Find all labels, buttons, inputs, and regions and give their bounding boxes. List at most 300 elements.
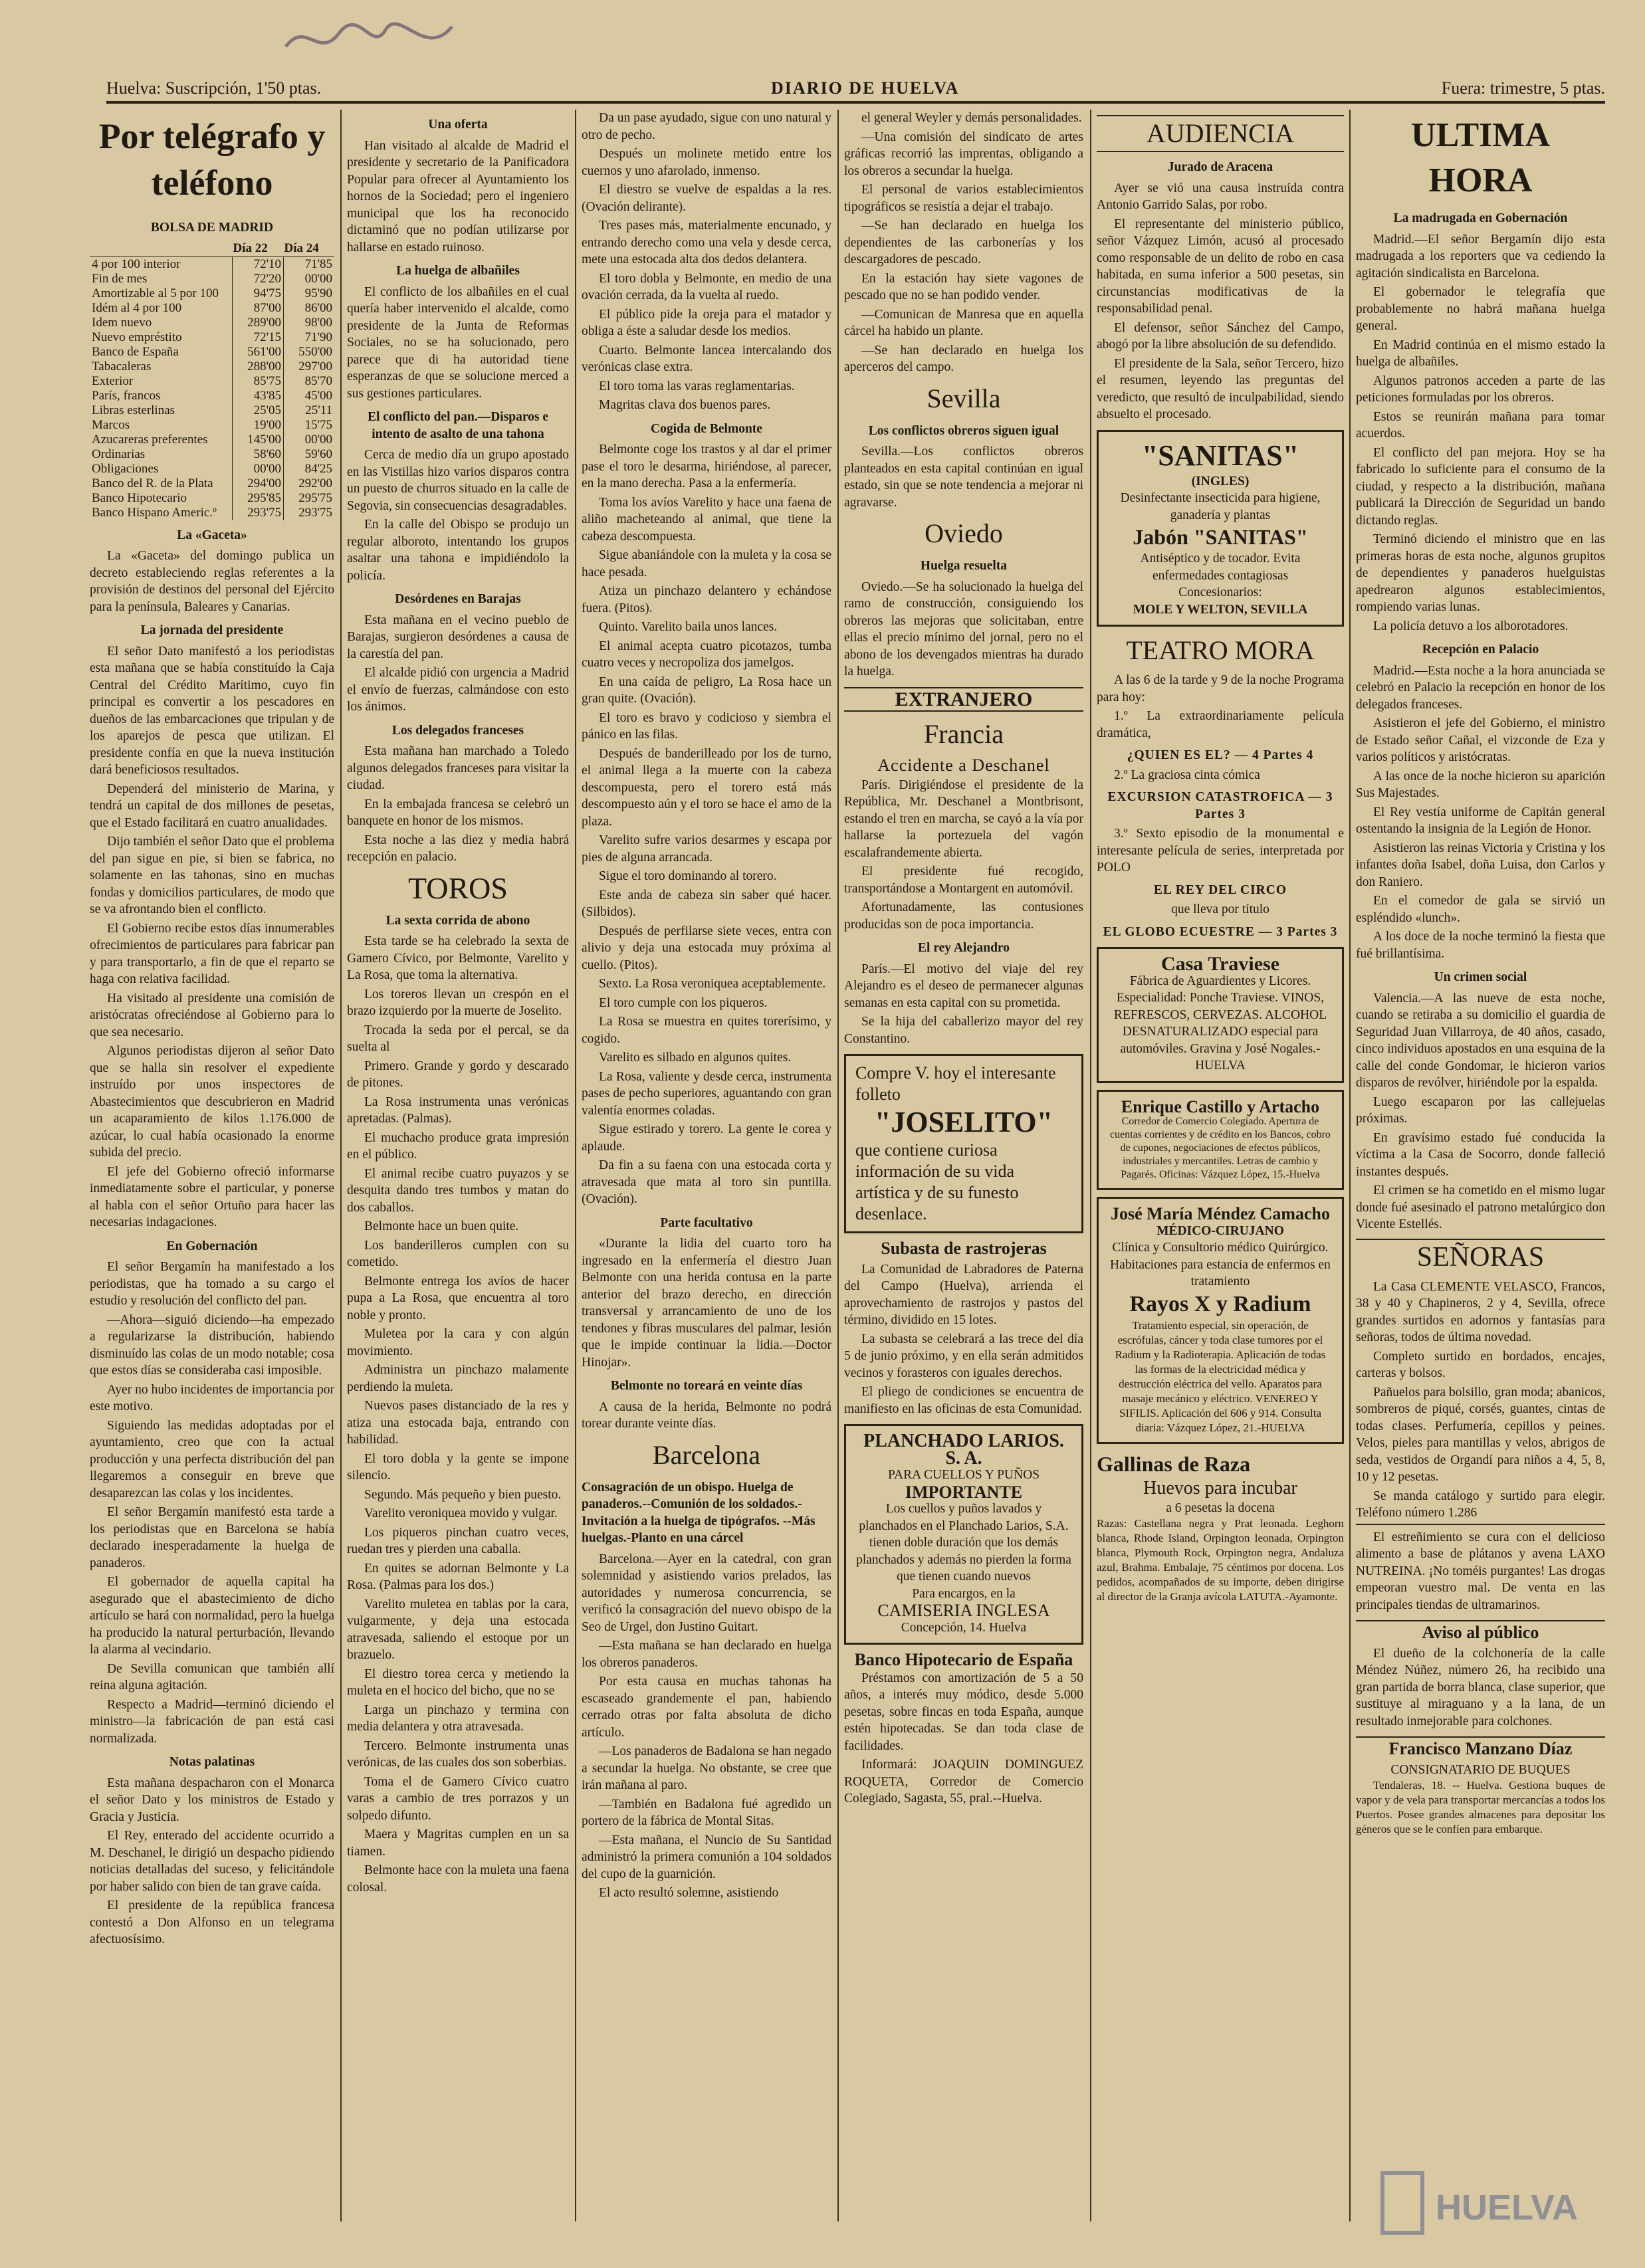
paragraph: A los doce de la noche terminó la fiesta que fué brillantísima. xyxy=(1356,930,1605,961)
paragraph: Pañuelos para bolsillo, gran moda; abanicos, sombreros de piqué, corsés, guantes, cintas de todas clases. Perfumería, cepillos y peines. Velos, pieles para mantillas y velos, abrigos de seda, vestidos de Organdí para niños a 4, 5, 8, 10 y 12 pesetas. xyxy=(1356,1385,1605,1484)
bolsa-price: 59'60 xyxy=(284,447,335,462)
paragraph: Madrid.—El señor Bergamín dijo esta madrugada a los reporters que va cediendo la agitación sindicalista en Barcelona. xyxy=(1356,232,1605,280)
heading-rey: El rey Alejandro xyxy=(918,941,1010,955)
paragraph: Por esta causa en muchas tahonas ha escaseado grandemente el pan, habiendo cerrado otras por falta absoluta de dicho artículo. xyxy=(582,1675,831,1740)
paragraph: En gravísimo estado fué conducida la víctima a la Casa de Socorro, donde falleció instantes después. xyxy=(1356,1130,1605,1179)
paragraph: El muchacho produce grata impresión en el público. xyxy=(347,1130,569,1162)
ad-mendez-clinic: Clínica y Consultorio médico Quirúrgico. Habitaciones para estancia de enfermos en tratamiento xyxy=(1110,1241,1331,1289)
paragraph: Esta tarde se ha celebrado la sexta de Gamero Cívico, por Belmonte, Varelito y La Rosa, que toma la alternativa. xyxy=(347,934,569,982)
program-title-1: ¿QUIEN ES EL? — 4 Partes 4 xyxy=(1127,748,1314,762)
ad-planchado xyxy=(844,1424,1083,1645)
paragraph: Afortunadamente, las contusiones producidas son de poca importancia. xyxy=(844,900,1083,932)
bolsa-price: 95'90 xyxy=(284,286,335,301)
ad-traviese-text: Fábrica de Aguardientes y Licores. Especialidad: Ponche Traviese. VINOS, REFRESCOS, CERVEZAS. ALCOHOL DESNATURALIZADO especial para automóviles. Gravina y José Nogales.-HUELVA xyxy=(1113,974,1327,1073)
paragraph: Varelito muletea en tablas por la cara, vulgarmente, y deja una estocada atravesada, saliendo el estoque por un brazuelo. xyxy=(347,1597,569,1662)
paragraph: Segundo. Más pequeño y bien puesto. xyxy=(364,1487,562,1502)
ad-planchado-shop: CAMISERIA INGLESA xyxy=(877,1601,1050,1620)
paragraph: Sexto. La Rosa veroniquea aceptablemente. xyxy=(599,977,826,991)
heading-oferta: Una oferta xyxy=(428,118,488,132)
paragraph: En una caída de peligro, La Rosa hace un gran quite. (Ovación). xyxy=(582,674,831,706)
program-title-4: EL GLOBO ECUESTRE — 3 Partes 3 xyxy=(1103,924,1338,939)
paragraph: Esta noche a las diez y media habrá recepción en palacio. xyxy=(347,833,569,864)
ad-mendez-role: MÉDICO-CIRUJANO xyxy=(1156,1223,1284,1238)
paragraph: El toro cumple con los piqueros. xyxy=(599,995,768,1010)
paragraph: El jefe del Gobierno ofreció informarse inmediatamente sobre el particular, y ponerse al habla con el señor Ortuño para hacer las necesarias indagaciones. xyxy=(90,1164,334,1229)
column-2 xyxy=(347,110,569,2228)
ad-joselito xyxy=(844,1054,1083,1233)
paragraph: Da un pase ayudado, sigue con uno natural y otro de pecho. xyxy=(582,111,831,142)
ad-planchado-sub: PARA CUELLOS Y PUÑOS xyxy=(887,1468,1040,1482)
paragraph: Trocada la seda por el percal, se da suelta al xyxy=(347,1023,569,1054)
bolsa-price: 25'05 xyxy=(233,403,284,418)
bolsa-security: Azucareras preferentes xyxy=(92,432,208,447)
heading-barcelona-sub: Consagración de un obispo. Huelga de panaderos.--Comunión de los soldados.-Invitación a la huelga de tipógrafos. --Más huelgas.-Planto en una cárcel xyxy=(582,1480,816,1545)
paragraph: Los piqueros pinchan cuatro veces, ruedan tres y pierden una caballa. xyxy=(347,1525,569,1556)
paragraph: La policía detuvo a los alborotadores. xyxy=(1373,619,1569,633)
paragraph: En la calle del Obispo se produjo un regular alboroto, intentando los grupos asaltar una tahona e impidiéndolo la policía. xyxy=(347,518,569,583)
paragraph: El presidente fué recogido, transportándose a Montargent en automóvil. xyxy=(844,865,1083,896)
paragraph: —Los panaderos de Badalona se han negado a secundar la huelga. No obstante, se cree que irán mañana al paro. xyxy=(582,1744,831,1792)
bolsa-price: 85'75 xyxy=(233,374,284,389)
bolsa-price: 00'00 xyxy=(284,433,335,447)
paragraph: Estos se reunirán mañana para tomar acuerdos. xyxy=(1356,409,1605,441)
bolsa-price: 293'75 xyxy=(284,506,335,520)
ad-banco-contact: Informará: JOAQUIN DOMINGUEZ ROQUETA, Corredor de Comercio Colegiado, Sagasta, 55, pral.--Huelva. xyxy=(844,1758,1083,1805)
paragraph: A las 6 de la tarde y 9 de la noche Programa para hoy: xyxy=(1097,673,1344,704)
ad-sanitas-title: "SANITAS" xyxy=(1141,439,1299,472)
heading-toros: TOROS xyxy=(408,871,508,905)
ad-planchado-address: Concepción, 14. Huelva xyxy=(901,1620,1027,1635)
paragraph: —Comunican de Manresa que en aquella cárcel ha habido un plante. xyxy=(844,307,1083,338)
paragraph: El señor Bergamín ha manifestado a los periodistas, que ha tomado a su cargo el estudio y resolución del conflicto del pan. xyxy=(90,1260,334,1308)
bolsa-price: 86'00 xyxy=(284,301,335,316)
ad-gallinas-sub: Huevos para incubar xyxy=(1143,1477,1297,1498)
paragraph: El crimen se ha cometido en el mismo lugar donde fué asesinado el patrono metalúrgico don Vicente Estellés. xyxy=(1356,1184,1605,1231)
heading-notas: Notas palatinas xyxy=(169,1755,255,1769)
paragraph: A las once de la noche hicieron su aparición Sus Majestades. xyxy=(1356,769,1605,800)
heading-madrugada: La madrugada en Gobernación xyxy=(1393,211,1568,225)
ad-manzano-role: CONSIGNATARIO DE BUQUES xyxy=(1390,1762,1571,1777)
ad-castillo xyxy=(1097,1090,1344,1191)
ad-sanitas-desc2: Antiséptico y de tocador. Evita enfermedades contagiosas xyxy=(1140,552,1301,583)
paragraph: El animal acepta cuatro picotazos, tumba cuatro veces y necropoliza dos jamelgos. xyxy=(582,639,831,670)
paragraph: Completo surtido en bordados, encajes, carteras y bolsos. xyxy=(1356,1349,1605,1380)
paragraph: El Rey vestía uniforme de Capitán general ostentando la insignia de la Legión de Honor. xyxy=(1356,805,1605,836)
paragraph: Sigue abaniándole con la muleta y la cosa se hace pesada. xyxy=(582,548,831,579)
ad-sanitas-company: MOLE Y WELTON, SEVILLA xyxy=(1133,602,1308,617)
heading-sevilla-sub: Los conflictos obreros siguen igual xyxy=(868,423,1059,438)
ad-sanitas-concesionarios: Concesionarios: xyxy=(1178,585,1262,599)
bolsa-price: 72'20 xyxy=(233,272,284,286)
bolsa-row xyxy=(90,316,334,330)
paragraph: El conflicto del pan mejora. Hoy se ha fabricado lo suficiente para el consumo de la ciudad, y respecto a la distribución, mañana publicará la Dirección de Seguridad un bando dictando reglas. xyxy=(1356,445,1605,528)
paragraph: Asistieron las reinas Victoria y Cristina y los infantes doña Isabel, doña Luisa, don Carlos y don Raniero. xyxy=(1356,841,1605,889)
heading-teatro: TEATRO MORA xyxy=(1126,635,1315,665)
paragraph: La Casa CLEMENTE VELASCO, Francos, 38 y 40 y Chapineros, 2 y 4, Sevilla, ofrece grandes surtidos en adornos y fantasías para señoras, todos de última novedad. xyxy=(1356,1279,1605,1344)
ad-planchado-line5: Para encargos, en la xyxy=(912,1586,1016,1601)
bolsa-header-1: Día 22 xyxy=(233,241,284,257)
paragraph: Sevilla.—Los conflictos obreros planteados en esta capital continúan en igual estado, sin que se note tendencia a mejorar ni agravarse. xyxy=(844,445,1083,510)
heading-oviedo-sub: Huelga resuelta xyxy=(920,559,1008,573)
ad-banco-text: Préstamos con amortización de 5 a 50 años, a interés muy módico, desde 5.000 pesetas, sobre fincas en toda España, aunque estén hipotecadas. Se dan toda clase de facilidades. xyxy=(844,1671,1083,1753)
paragraph: Cuarto. Belmonte lancea intercalando dos verónicas clase extra. xyxy=(582,343,831,374)
heading-crimen: Un crimen social xyxy=(1434,970,1527,984)
paragraph: El alcalde pidió con urgencia a Madrid el envío de fuerzas, calmándose con esto los ánimos. xyxy=(347,666,569,714)
ad-mendez-rayos: Rayos X y Radium xyxy=(1129,1291,1311,1316)
paragraph: Belmonte hace con la muleta una faena colosal. xyxy=(347,1863,569,1895)
bolsa-row xyxy=(90,330,334,345)
paragraph: Magritas clava dos buenos pares. xyxy=(599,398,771,412)
paragraph: Maera y Magritas cumplen en un sa tiamen. xyxy=(347,1827,569,1859)
bolsa-price: 72'10 xyxy=(233,257,284,272)
paragraph: La Comunidad de Labradores de Paterna del Campo (Huelva), arrienda el aprovechamiento de rastrojos y pastos del término, dividido en 15 lotes. xyxy=(844,1262,1083,1327)
paragraph: Administra un pinchazo malamente perdiendo la muleta. xyxy=(347,1363,569,1394)
paragraph: En la estación hay siete vagones de pescado que no se han podido vender. xyxy=(844,271,1083,302)
masthead-telegrafo: Por telégrafo y teléfono xyxy=(98,116,326,203)
svg-text:HUELVA: HUELVA xyxy=(1436,2188,1578,2227)
bolsa-security: Idem nuevo xyxy=(92,315,152,330)
heading-gaceta: La «Gaceta» xyxy=(177,528,247,542)
heading-extranjero: EXTRANJERO xyxy=(844,687,1083,712)
column-rule xyxy=(575,110,576,2221)
column-rule xyxy=(837,110,839,2221)
heading-barajas: Desórdenes en Barajas xyxy=(395,592,521,606)
paragraph: —Una comisión del sindicato de artes gráficas recorrió las imprentas, obligando a los obreros a secundar la huelga. xyxy=(844,130,1083,178)
bolsa-price: 288'00 xyxy=(233,360,284,374)
paragraph: Sigue el toro dominando al torero. xyxy=(599,869,777,883)
column-5 xyxy=(1097,110,1344,2228)
bolsa-row xyxy=(90,374,334,389)
paragraph: Belmonte hace un buen quite. xyxy=(364,1219,519,1233)
paragraph: Han visitado al alcalde de Madrid el presidente y secretario de la Panificadora Popular para ofrecer al Ayuntamiento los hornos de la Sociedad; pero el ingeniero municipal que los ha reconocido dictaminó que no podían utilizarse por hallarse en estado ruinoso. xyxy=(347,138,569,255)
bolsa-price: 292'00 xyxy=(284,476,335,491)
heading-sevilla: Sevilla xyxy=(927,383,1001,413)
paragraph: —También en Badalona fué agredido un portero de la fábrica de Montal Sitas. xyxy=(582,1797,831,1828)
ad-banco-title: Banco Hipotecario de España xyxy=(854,1650,1073,1669)
paragraph: Varelito sufre varios desarmes y escapa por pies de alguna arrancada. xyxy=(582,833,831,865)
paragraph: El gobernador le telegrafía que probablemente no habrá mañana huelga general. xyxy=(1356,285,1605,333)
paragraph: El personal de varios establecimientos tipográficos se resistía a dejar el trabajo. xyxy=(844,183,1083,214)
bolsa-row xyxy=(90,345,334,360)
bolsa-price: 71'90 xyxy=(284,330,335,345)
paragraph: Algunos patronos acceden a parte de las peticiones formuladas por los obreros. xyxy=(1356,373,1605,405)
bolsa-price: 72'15 xyxy=(233,330,284,345)
paragraph: Se la hija del caballerizo mayor del rey Constantino. xyxy=(844,1015,1083,1046)
column-3 xyxy=(582,110,831,2228)
paragraph: El presidente de la Sala, señor Tercero, hizo el resumen, leyendo las preguntas del veredicto, que resultó de inculpabilidad, siendo absuelto el procesado. xyxy=(1097,356,1344,421)
bolsa-price: 15'75 xyxy=(284,418,335,433)
paragraph: Terminó diciendo el ministro que en las primeras horas de esta noche, algunos grupitos de dependientes y panaderos huelguistas apedrearon algunos establecimientos, rompiendo varias lunas. xyxy=(1356,532,1605,614)
ad-mendez xyxy=(1097,1197,1344,1444)
paragraph: El señor Bergamín manifestó esta tarde a los periodistas que en Barcelona se había declarado inesperadamente la huelga de panaderos. xyxy=(90,1505,334,1570)
bolsa-price: 98'00 xyxy=(284,316,335,330)
bolsa-row xyxy=(90,491,334,506)
column-rule xyxy=(1090,110,1091,2221)
paragraph: El Gobierno recibe estos días innumerables ofrecimientos de particulares para fabricar pan y para transportarlo, a fin de que el reparto se haga con relativa facilidad. xyxy=(90,921,334,986)
ad-traviese xyxy=(1097,947,1344,1083)
paragraph: El pliego de condiciones se encuentra de manifiesto en las oficinas de esta Comunidad. xyxy=(844,1385,1083,1416)
bolsa-security: Banco del R. de la Plata xyxy=(92,476,213,490)
ad-laxo: El estreñimiento se cura con el delicioso alimento a base de plátanos y avena LAXO NUTREINA. ¡No toméis purgantes! Las drogas empeoran vuestro mal. De venta en las principales tiendas de ultramarinos. xyxy=(1356,1524,1605,1614)
column-4 xyxy=(844,110,1083,2228)
paragraph: Ayer no hubo incidentes de importancia por este motivo. xyxy=(90,1382,334,1413)
bolsa-price: 19'00 xyxy=(233,418,284,433)
bolsa-row xyxy=(90,506,334,520)
paragraph: En la embajada francesa se celebró un banquete en honor de los mismos. xyxy=(347,797,569,828)
paragraph: Primero. Grande y gordo y descarado de pitones. xyxy=(347,1059,569,1090)
heading-delegados: Los delegados franceses xyxy=(391,723,524,738)
paragraph: Da fin a su faena con una estocada corta y atravesada que mata al toro sin puntilla. (Ovación). xyxy=(582,1158,831,1206)
heading-audiencia: AUDIENCIA xyxy=(1097,115,1344,152)
bolsa-security: Nuevo empréstito xyxy=(92,330,182,344)
paragraph: Larga un pinchazo y termina con media delantera y otra atravesada. xyxy=(347,1702,569,1734)
paragraph: Esta mañana han marchado a Toledo algunos delegados franceses para visitar la ciudad. xyxy=(347,744,569,792)
paragraph: El conflicto de los albañiles en el cual quería haber intervenido el alcalde, como presidente de la Junta de Reformas Sociales, no se ha solucionado, pero parece que di ha autoridad tiene esperanzas de que se solucione merced a sus gestiones particulares. xyxy=(347,284,569,401)
running-head xyxy=(106,78,1605,104)
bolsa-row xyxy=(90,418,334,433)
paragraph: A causa de la herida, Belmonte no podrá torear durante veinte días. xyxy=(582,1399,831,1431)
paragraph: El acto resultó solemne, asistiendo xyxy=(599,1886,779,1900)
heading-ultima-hora: ULTIMA HORA xyxy=(1410,116,1550,199)
paragraph: De Sevilla comunican que también allí reina alguna agitación. xyxy=(90,1661,334,1693)
heading-belmonte: Belmonte no toreará en veinte días xyxy=(610,1379,803,1393)
ad-castillo-text: Corredor de Comercio Colegiado. Apertura de cuentas corrientes y de crédito en los Bancos, cobro de cupones, negociaciones de efectos públicos, industriales y mercantiles. Letras de cambio y Pagarés. Oficinas: Vázquez López, 15.-Huelva xyxy=(1110,1116,1331,1180)
paragraph: París. Dirigiéndose el presidente de la República, Mr. Deschanel a Montbrisont, estando el tren en marcha, se cayó a la vía por hallarse la portezuela del vagón escalafrandemente abierta. xyxy=(844,777,1083,860)
paragraph: Algunos periodistas dijeron al señor Dato que se halla sin resolver el expediente instruído por unos inspectores de Abastecimientos que descubrieron en Madrid un acaparamiento de kilos 1.176.000 de azúcar, lo cual había ocasionado la enorme subida del precio. xyxy=(90,1044,334,1160)
heading-albaniles: La huelga de albañiles xyxy=(396,264,520,278)
paragraph: El defensor, señor Sánchez del Campo, abogó por la libre absolución de su defendido. xyxy=(1097,320,1344,352)
paragraph: —Se han declarado en huelga los dependientes de las carbonerías y los descargadores de pescado. xyxy=(844,219,1083,266)
paragraph: El señor Dato manifestó a los periodistas esta mañana que se había constituído la Caja Central del Crédito Marítimo, cuyo fin principal es convertir a los pescadores en dueños de las embarcaciones que tripulan y de los aparejos de pesca que utilizan. El presidente confía en que la nueva institución dará beneficiosos resultados. xyxy=(90,644,334,777)
bolsa-row xyxy=(90,301,334,316)
ad-sanitas xyxy=(1097,430,1344,627)
paragraph: El toro dobla y la gente se impone silencio. xyxy=(347,1451,569,1483)
paragraph: Se manda catálogo y surtido para elegir. Teléfono número 1.286 xyxy=(1356,1489,1605,1520)
paragraph: Toma los avíos Varelito y hace una faena de aliño macheteando al animal, que tiene la cabeza descompuesta. xyxy=(582,495,831,544)
heading-jornada: La jornada del presidente xyxy=(140,623,284,637)
bolsa-price: 289'00 xyxy=(233,316,284,330)
bolsa-row xyxy=(90,286,334,301)
paragraph: 2.º La graciosa cinta cómica xyxy=(1114,768,1260,782)
paragraph: Siguiendo las medidas adoptadas por el ayuntamiento, creo que con la actual producción y una perfecta distribución del pan llegaremos a conseguir en breve que desaparezcan las colas y los incidentes. xyxy=(90,1418,334,1500)
paragraph: Ha visitado al presidente una comisión de aristócratas ofreciéndose al Gobierno para lo que sea necesario. xyxy=(90,991,334,1039)
paragraph: Varelito es silbado en algunos quites. xyxy=(599,1051,792,1065)
paragraph: Respecto a Madrid—terminó diciendo el ministro—la fabricación de pan está casi normalizada. xyxy=(90,1697,334,1746)
ad-mendez-text: Tratamiento especial, sin operación, de escrófulas, cáncer y toda clase tumores por el Radium y la Radioterapia. Aplicación de todas las formas de la electricidad médica y destrucción eléctrica del vello. Aparatos para masaje mecánico y eléctrico. VENEREO Y SIFILIS. Aplicación del 606 y 914. Consulta diaria: Vázquez López, 21.-HUELVA xyxy=(1115,1318,1326,1434)
bolsa-price: 550'00 xyxy=(284,345,335,360)
bolsa-security: Marcos xyxy=(92,417,130,432)
paragraph: El animal recibe cuatro puyazos y se desquita dando tres tumbos y matan do dos caballos. xyxy=(347,1166,569,1215)
paragraph: El público pide la oreja para el matador y obliga a éste a saludar desde los medios. xyxy=(582,307,831,338)
bolsa-security: Idém al 4 por 100 xyxy=(92,300,182,315)
heading-recepcion: Recepción en Palacio xyxy=(1422,643,1539,657)
bolsa-price: 00'00 xyxy=(284,272,335,286)
column-rule xyxy=(340,110,342,2221)
ad-gallinas-title: Gallinas de Raza xyxy=(1097,1451,1251,1476)
bolsa-row xyxy=(90,447,334,462)
heading-aviso: Aviso al público xyxy=(1356,1620,1605,1641)
paragraph: Asistieron el jefe del Gobierno, el ministro de Estado señor Cañal, el vizconde de Eza y varios políticos y aristócratas. xyxy=(1356,716,1605,764)
heading-oviedo: Oviedo xyxy=(925,518,1003,548)
program-title-2: EXCURSION CATASTROFICA — 3 Partes 3 xyxy=(1107,790,1333,821)
ad-joselito-title: "JOSELITO" xyxy=(874,1106,1053,1138)
bolsa-row xyxy=(90,476,334,491)
paragraph: —Esta mañana se han declarado en huelga los obreros panaderos. xyxy=(582,1639,831,1670)
paragraph: El diestro torea cerca y metiendo la muleta en el hocico del bicho, que no se xyxy=(347,1667,569,1698)
handwritten-note xyxy=(279,13,465,66)
heading-sexta: La sexta corrida de abono xyxy=(385,913,530,928)
paragraph: Este anda de cabeza sin saber qué hacer. (Silbidos). xyxy=(582,888,831,919)
subscription-outside: Fuera: trimestre, 5 ptas. xyxy=(1441,78,1605,98)
heading-francia: Francia xyxy=(924,719,1004,749)
paragraph: El toro toma las varas reglamentarias. xyxy=(599,379,795,393)
paragraph: «Durante la lidia del cuarto toro ha ingresado en la enfermería el diestro Juan Belmonte con una herida contusa en la parte anterior del brazo derecho, en dirección transversal y arrancamiento de uno de los tendones y fibras musculares del palmar, lesión que le impide continuar la lidia.—Doctor Hinojar». xyxy=(582,1237,831,1370)
ad-traviese-title: Casa Traviese xyxy=(1160,953,1280,975)
ad-sanitas-jabon: Jabón "SANITAS" xyxy=(1133,525,1308,549)
bolsa-row xyxy=(90,360,334,374)
bolsa-security: Banco de España xyxy=(92,344,179,359)
bolsa-row xyxy=(90,389,334,403)
paragraph: Dijo también el señor Dato que el problema del pan sigue en pie, si bien se fabrica, no solamente en las tahonas, sino en muchas fondas y domicilios particulares, de modo que se va afrontando bien el conflicto. xyxy=(90,835,334,916)
heading-gobernacion: En Gobernación xyxy=(166,1239,258,1253)
paragraph: el general Weyler y demás personalidades. xyxy=(861,111,1082,125)
bolsa-price: 71'85 xyxy=(284,257,335,272)
ad-castillo-title: Enrique Castillo y Artacho xyxy=(1121,1096,1320,1116)
bolsa-security: Libras esterlinas xyxy=(92,403,175,417)
paragraph: El toro dobla y Belmonte, en medio de una ovación cerrada, da la vuelta al ruedo. xyxy=(582,271,831,302)
paragraph: La subasta se celebrará a las trece del día 5 de junio próximo, y en ella serán admitidos vecinos y forasteros con iguales derechos. xyxy=(844,1332,1083,1380)
paragraph: Belmonte coge los trastos y al dar el primer pase el toro le desarma, hiriéndose, al parecer, en la mano derecha. Pasa a la enfermería. xyxy=(582,443,831,490)
paragraph: Sigue estirado y torero. La gente le corea y aplaude. xyxy=(582,1122,831,1154)
ad-gallinas-text: Razas: Castellana negra y Prat leonada. Leghorn blanca, Rhode Island, Orpington leonada, Orpington blanca, Plymouth Rock, Orpington negra, Andaluza azul, Brahma. Embalaje, 75 céntimos por docena. Los pedidos, acompañados de su importe, deben dirigirse al director de la Granja avícola LATUTA.-Ayamonte. xyxy=(1097,1517,1344,1603)
paragraph: Barcelona.—Ayer en la catedral, con gran solemnidad y asistiendo varios prelados, las autoridades y numerosa concurrencia, se verificó la consagración del nuevo obispo de la Seo de Urgel, don Justino Guitart. xyxy=(582,1552,831,1634)
bolsa-price: 85'70 xyxy=(284,374,335,389)
bolsa-row xyxy=(90,403,334,418)
ad-gallinas-price: a 6 pesetas la docena xyxy=(1166,1500,1275,1515)
subscription-local: Huelva: Suscripción, 1'50 ptas. xyxy=(106,78,322,98)
bolsa-price: 297'00 xyxy=(284,360,335,374)
paragraph: Muletea por la cara y con algún movimiento. xyxy=(347,1327,569,1358)
paragraph: Varelito veroniquea movido y vulgar. xyxy=(364,1506,558,1520)
bolsa-security: Fin de mes xyxy=(92,271,148,286)
paragraph: Madrid.—Esta noche a la hora anunciada se celebró en Palacio la recepción en honor de los delegados franceses. xyxy=(1356,663,1605,712)
ad-manzano-title: Francisco Manzano Díaz xyxy=(1356,1736,1605,1758)
paragraph: El dueño de la colchonería de la calle Méndez Núñez, número 26, ha recibido una gran partida de borra blanca, clase superior, que sustituye al miraguano y a la lana, de un resultado inmejorable para colchones. xyxy=(1356,1646,1605,1728)
bolsa-price: 43'85 xyxy=(233,389,284,403)
paragraph: Después un molinete metido entre los cuernos y uno afarolado, inmenso. xyxy=(582,147,831,178)
bolsa-price: 25'11 xyxy=(284,403,335,418)
paragraph: Luego escaparon por las callejuelas próximas. xyxy=(1356,1094,1605,1126)
paragraph: El representante del ministerio público, señor Vázquez Limón, acusó al procesado como responsable de un delito de robo en casa habitada, en suma inferior a 500 pesetas, sin circunstancias modificativas de la responsabilidad penal. xyxy=(1097,217,1344,316)
bolsa-price: 84'25 xyxy=(284,462,335,476)
paragraph: Tercero. Belmonte instrumenta unas verónicas, de las cuales dos son soberbias. xyxy=(347,1738,569,1770)
bolsa-price: 58'60 xyxy=(233,447,284,462)
heading-jurado: Jurado de Aracena xyxy=(1167,160,1273,174)
ad-joselito-line3: que contiene curiosa información de su vida artística y de su funesto desenlace. xyxy=(855,1140,1019,1223)
paragraph: En quites se adornan Belmonte y La Rosa. (Palmas para los dos.) xyxy=(347,1561,569,1592)
bolsa-header-2: Día 24 xyxy=(284,241,335,257)
paragraph: El gobernador de aquella capital ha asegurado que el abastecimiento de dicho artículo se hará con normalidad, pero la huelga ha producido la natural perturbación, llevando la alarma al vecindario. xyxy=(90,1575,334,1657)
paragraph: 3.º Sexto episodio de la monumental e interesante película de series, interpretada por POLO xyxy=(1097,827,1344,875)
paragraph: La Rosa se muestra en quites torerísimo, y cogido. xyxy=(582,1015,831,1046)
paragraph: La Rosa, valiente y desde cerca, instrumenta pases de pecho superiores, aguantando con gran valentía enormes coladas. xyxy=(582,1069,831,1118)
bolsa-price: 94'75 xyxy=(233,286,284,301)
bolsa-price: 45'00 xyxy=(284,389,335,403)
ad-planchado-important: IMPORTANTE xyxy=(905,1482,1023,1502)
paragraph: El toro es bravo y codicioso y siembra el pánico en las filas. xyxy=(582,710,831,742)
paragraph: El Rey, enterado del accidente ocurrido a M. Deschanel, le dirigió un despacho pidiendo noticias detalladas del suceso, y felicitándole por haber salido con bien de tan grave caída. xyxy=(90,1829,334,1894)
paragraph: Los toreros llevan un crespón en el brazo izquierdo por la muerte de Joselito. xyxy=(347,987,569,1018)
heading-conflicto: El conflicto del pan.—Disparos e intento de asalto de una tahona xyxy=(367,410,549,441)
paragraph: Toma el de Gamero Cívico cuatro varas a cambio de tres porrazos y un solpedo difunto. xyxy=(347,1774,569,1823)
newspaper-name: DIARIO DE HUELVA xyxy=(771,78,960,98)
paragraph: —Se han declarado en huelga los aperceros del campo. xyxy=(844,343,1083,374)
bolsa-price: 561'00 xyxy=(233,345,284,360)
paragraph: 1.º La extraordinariamente película dramática, xyxy=(1097,709,1344,740)
column-1 xyxy=(90,110,334,2228)
column-6 xyxy=(1356,110,1605,2228)
ad-sanitas-desc: Desinfectante insecticida para higiene, ganadería y plantas xyxy=(1120,491,1321,522)
bolsa-price: 294'00 xyxy=(233,476,284,491)
heading-parte: Parte facultativo xyxy=(660,1215,753,1230)
bolsa-security: Tabacaleras xyxy=(92,359,152,373)
paragraph: —Esta mañana, el Nuncio de Su Santidad administró la primera comunión a 104 soldados del cupo de la guarnición. xyxy=(582,1833,831,1881)
bolsa-price: 295'75 xyxy=(284,491,335,506)
bolsa-security: Amortizable al 5 por 100 xyxy=(92,286,219,300)
heading-cogida: Cogida de Belmonte xyxy=(651,421,762,436)
bolsa-row xyxy=(90,462,334,476)
column-rule xyxy=(1349,110,1351,2221)
bolsa-security: Ordinarias xyxy=(92,447,146,461)
paragraph: Tres pases más, materialmente encunado, y entrando derecho como una vela y desde cerca, mete una estocada alta dos dedos delantera. xyxy=(582,219,831,266)
paragraph: París.—El motivo del viaje del rey Alejandro es el deseo de permanecer algunas semanas en esta capital con su prometida. xyxy=(844,962,1083,1010)
bolsa-row xyxy=(90,272,334,286)
paragraph: En el comedor de gala se sirvió un espléndido «lunch». xyxy=(1356,894,1605,925)
bolsa-title: BOLSA DE MADRID xyxy=(150,221,274,235)
program-line: que lleva por título xyxy=(1171,902,1269,916)
paragraph: El presidente de la república francesa contestó a Don Alfonso en un telegrama afectuosísimo. xyxy=(90,1899,334,1946)
bolsa-row xyxy=(90,257,334,272)
paragraph: La Rosa instrumenta unas verónicas apretadas. (Palmas). xyxy=(347,1094,569,1126)
heading-senoras: SEÑORAS xyxy=(1356,1239,1605,1275)
paragraph: Esta mañana despacharon con el Monarca el señor Dato y los ministros de Estado y Gracia y Justicia. xyxy=(90,1776,334,1824)
program-title-3: EL REY DEL CIRCO xyxy=(1153,882,1287,897)
ad-sanitas-ingles: (INGLES) xyxy=(1191,474,1250,488)
bolsa-security: París, francos xyxy=(92,388,161,403)
paragraph: Cerca de medio día un grupo apostado en las Vistillas hizo varios disparos contra un puesto de churros situado en la calle de Segovia, sin consecuencias desagradables. xyxy=(347,448,569,513)
paragraph: Atiza un pinchazo delantero y echándose fuera. (Pitos). xyxy=(582,584,831,615)
ad-planchado-text: Los cuellos y puños lavados y planchados en el Planchado Larios, S.A. tienen doble duración que los demás planchados y además no pierden la forma que tienen cuando nuevos xyxy=(856,1502,1071,1584)
library-stamp xyxy=(1376,2153,1615,2246)
bolsa-security: Exterior xyxy=(92,373,134,388)
paragraph: Después de banderilleado por los de turno, el animal llega a la muerte con la cabeza descompuesta, pero el torero está más descompuesto aún y el toro se hace el amo de la plaza. xyxy=(582,746,831,829)
paragraph: En Madrid continúa en el mismo estado la huelga de albañiles. xyxy=(1356,338,1605,369)
heading-barcelona: Barcelona xyxy=(652,1439,761,1470)
paragraph: Valencia.—A las nueve de esta noche, cuando se retiraba a su domicilio el guardia de Seguridad Juan Villarroya, de 40 años, casado, cinco individuos apostados en una esquina de la calle del conde Gondomar, le hicieron varios disparos de revólver, hiriéndole por la espalda. xyxy=(1356,991,1605,1090)
bolsa-security: Banco Hispano Americ.º xyxy=(92,505,217,520)
paragraph: Belmonte entrega los avíos de hacer pupa a La Rosa, que encuentra al toro noble y pronto. xyxy=(347,1274,569,1322)
bolsa-security: Banco Hipotecario xyxy=(92,490,187,505)
paragraph: Nuevos pases distanciado de la res y atiza una estocada baja, entrando con habilidad. xyxy=(347,1399,569,1447)
paragraph: Los banderilleros cumplen con su cometido. xyxy=(347,1238,569,1269)
bolsa-security: 4 por 100 interior xyxy=(92,257,181,271)
paragraph: La «Gaceta» del domingo publica un decreto estableciendo reglas referentes a la provisión de destinos del personal del Ejército para la península, Baleares y Canarias. xyxy=(90,549,334,614)
paragraph: El diestro se vuelve de espaldas a la res. (Ovación delirante). xyxy=(582,183,831,214)
paragraph: Quinto. Varelito baila unos lances. xyxy=(599,620,778,634)
ad-joselito-line1: Compre V. hoy el interesante folleto xyxy=(855,1063,1056,1104)
paragraph: Oviedo.—Se ha solucionado la huelga del ramo de construcción, consiguiendo los obreros las mejoras que solicitaban, entre ellas el precio mínimo del jornal, pero no el abono de los devengados mientras ha durado la huelga. xyxy=(844,579,1083,678)
paragraph: Después de perfilarse siete veces, entra con alivio y deja una estocada muy próxima al cuello. (Pitos). xyxy=(582,924,831,972)
